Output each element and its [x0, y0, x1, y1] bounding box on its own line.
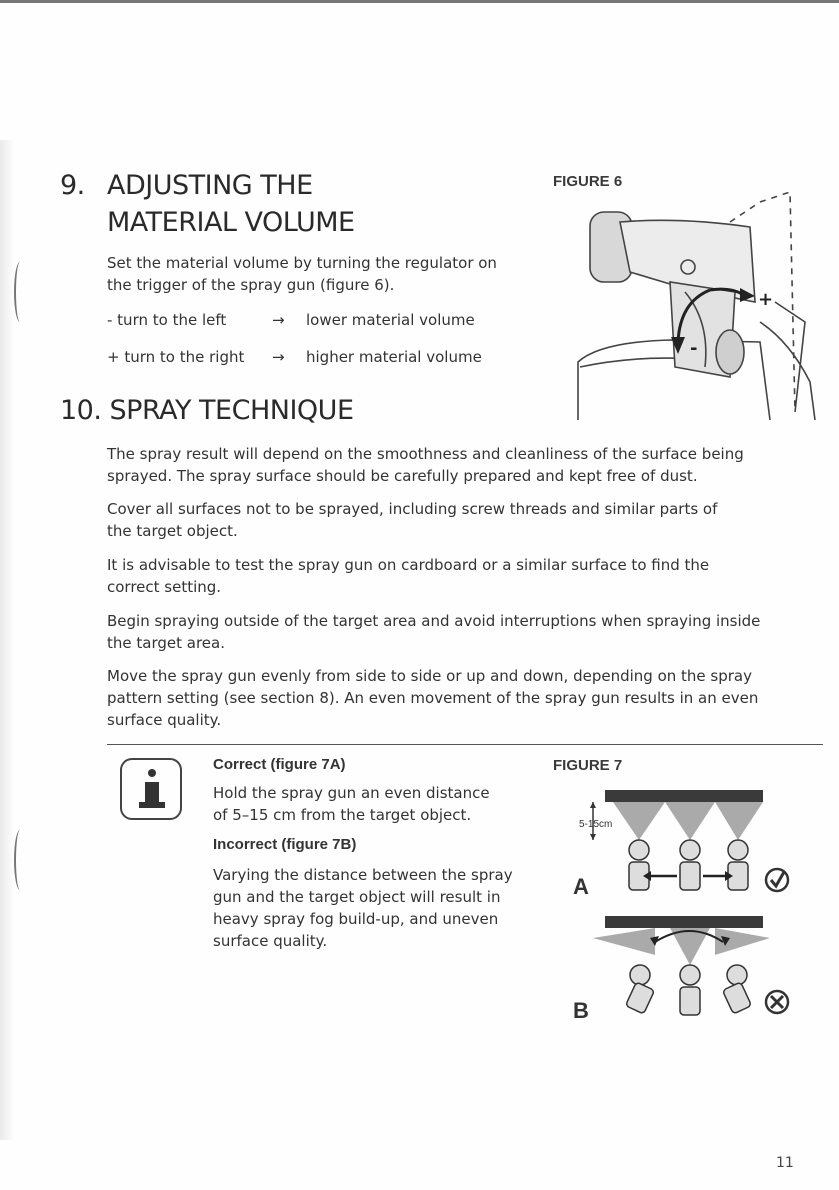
scan-top-edge: [0, 0, 839, 3]
section-9-title-line2: MATERIAL VOLUME: [107, 207, 355, 238]
row-b-label: B: [573, 998, 589, 1023]
turn-right-result: higher material volume: [306, 348, 482, 366]
paragraph-line: Cover all surfaces not to be sprayed, including screw threads and similar parts of: [107, 500, 718, 518]
binding-mark: [14, 262, 26, 322]
minus-icon: -: [690, 338, 698, 359]
paragraph-line: It is advisable to test the spray gun on cardboard or a similar surface to find the: [107, 556, 710, 574]
correct-heading: Correct (figure 7A): [213, 756, 346, 773]
turn-left-result: lower material volume: [306, 311, 475, 329]
figure-6-spray-gun-illustration: [560, 192, 822, 420]
turn-right-action: + turn to the right: [107, 348, 245, 366]
section-10-title: 10. SPRAY TECHNIQUE: [60, 395, 354, 426]
binding-mark: [14, 830, 26, 890]
target-surface-bar: [605, 790, 763, 802]
figure-7-spray-distance-illustration: [555, 780, 805, 1040]
check-icon: [766, 869, 788, 891]
paragraph-line: surface quality.: [107, 711, 222, 729]
distance-label: 5-15cm: [579, 819, 613, 830]
incorrect-text-line: heavy spray fog build-up, and uneven: [213, 910, 499, 928]
figure-7-label: FIGURE 7: [553, 757, 623, 774]
page-number: 11: [776, 1155, 794, 1171]
binding-gutter: [0, 140, 14, 1140]
incorrect-text-line: surface quality.: [213, 932, 328, 950]
correct-text-line: Hold the spray gun an even distance: [213, 784, 490, 802]
turn-left-action: - turn to the left: [107, 311, 227, 329]
arrow-right-icon: →: [272, 348, 285, 366]
paragraph-line: Move the spray gun evenly from side to side or up and down, depending on the spray: [107, 667, 752, 685]
plus-icon: +: [758, 289, 774, 310]
section-9-intro-line2: the trigger of the spray gun (figure 6).: [107, 276, 395, 294]
figure-6-label: FIGURE 6: [553, 173, 623, 190]
row-a-label: A: [573, 874, 589, 899]
incorrect-text-line: Varying the distance between the spray: [213, 866, 513, 884]
paragraph-line: correct setting.: [107, 578, 222, 596]
paragraph-line: sprayed. The spray surface should be carefully prepared and kept free of dust.: [107, 467, 698, 485]
section-9-title-line1: ADJUSTING THE: [107, 170, 313, 201]
paragraph-line: The spray result will depend on the smoothness and cleanliness of the surface being: [107, 445, 744, 463]
section-9-number: 9.: [60, 170, 85, 201]
section-9-intro-line1: Set the material volume by turning the regulator on: [107, 254, 497, 272]
correct-text-line: of 5–15 cm from the target object.: [213, 806, 472, 824]
section-divider: [107, 744, 823, 745]
incorrect-heading: Incorrect (figure 7B): [213, 836, 357, 853]
paragraph-line: the target area.: [107, 634, 225, 652]
target-surface-bar: [605, 916, 763, 928]
incorrect-text-line: gun and the target object will result in: [213, 888, 501, 906]
paragraph-line: pattern setting (see section 8). An even movement of the spray gun results in an even: [107, 689, 759, 707]
paragraph-line: Begin spraying outside of the target area and avoid interruptions when spraying inside: [107, 612, 761, 630]
info-icon: [120, 758, 182, 820]
arrow-right-icon: →: [272, 311, 285, 329]
paragraph-line: the target object.: [107, 522, 238, 540]
